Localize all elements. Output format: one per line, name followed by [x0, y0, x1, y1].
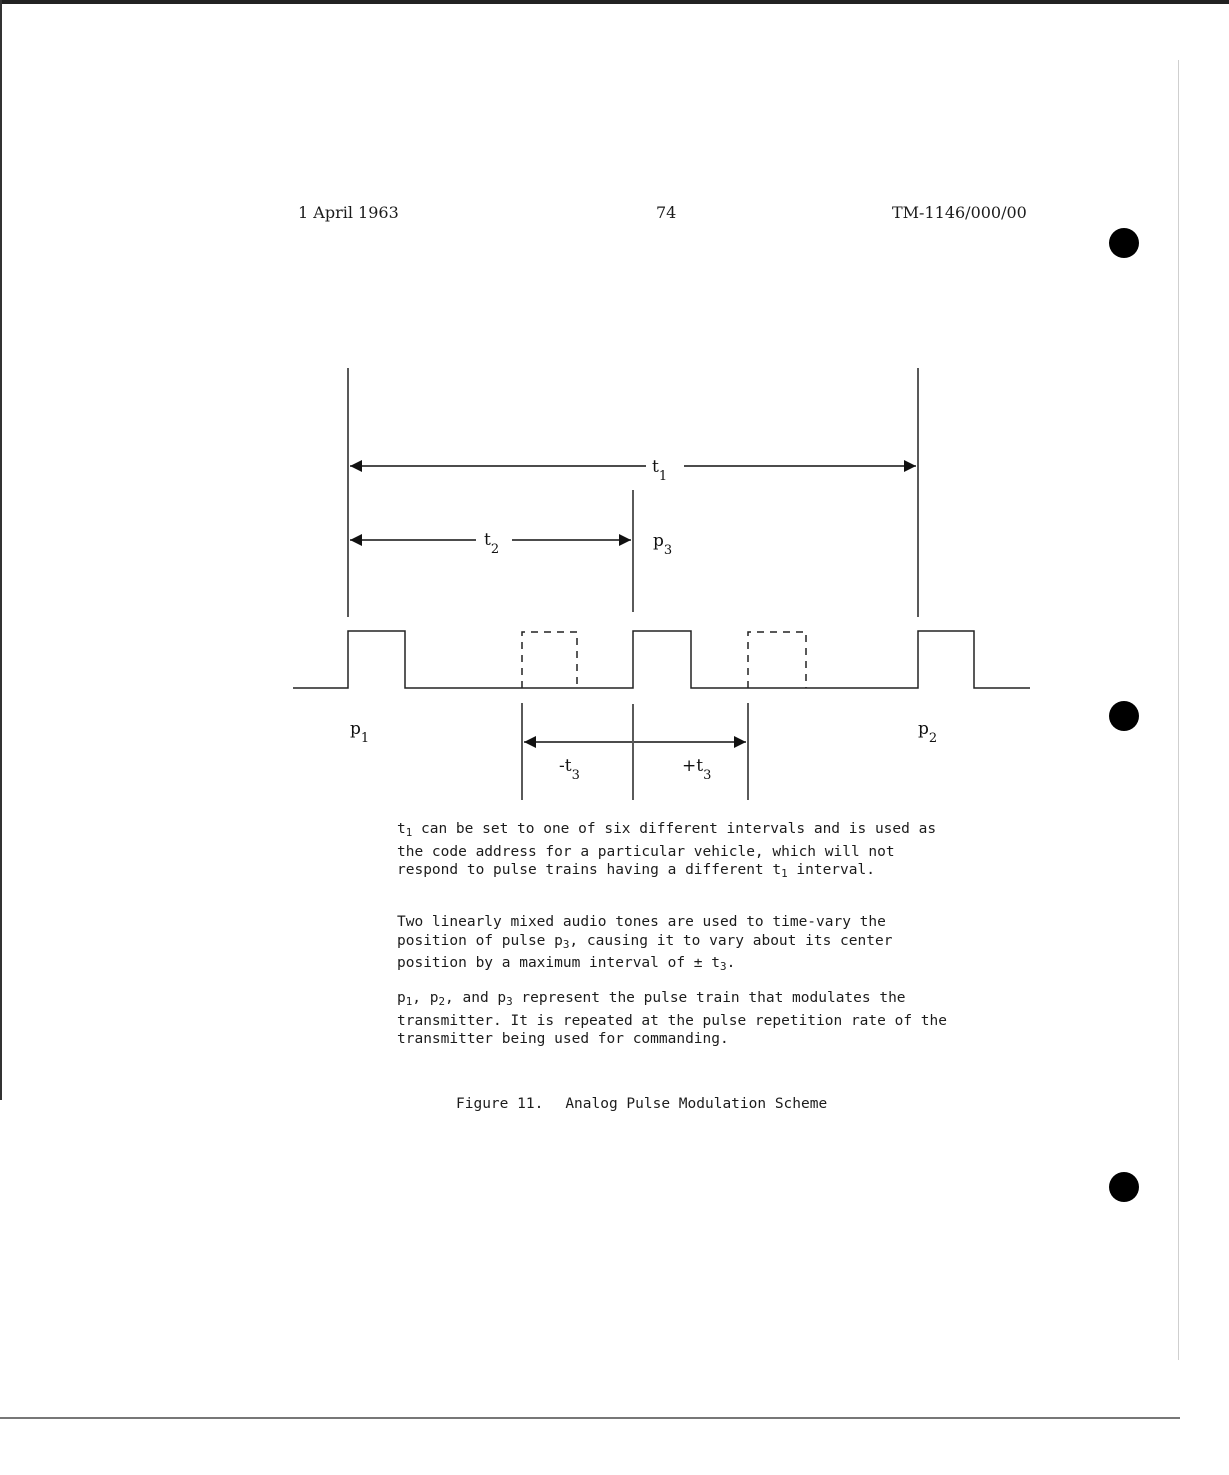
header-date: 1 April 1963: [298, 203, 399, 222]
paragraph-t1-description: $t_1$ can be set to one of six different intervals and is used as the code address for a particular vehicle, which will not respond to pulse trains having a different $t_1$ interval.: [397, 821, 937, 880]
header-page-number: 74: [656, 203, 677, 222]
pulse-train-waveform: [293, 631, 1030, 688]
plus-t3-label: $+t_3$: [682, 756, 712, 783]
pulse-position-minus-dashed: [522, 632, 577, 688]
figure-number: Figure 11.: [456, 1096, 544, 1112]
figure-title: Analog Pulse Modulation Scheme: [565, 1096, 828, 1112]
p2-label: $p_2$: [918, 719, 938, 746]
figure-caption: [456, 1096, 827, 1112]
p1-label: $p_1$: [350, 719, 370, 746]
p3-label: $p_3$: [653, 531, 673, 558]
t1-label: $t_1$: [652, 457, 668, 484]
header-doc-id: TM-1146/000/00: [892, 203, 1027, 222]
t2-label: $t_2$: [484, 530, 500, 557]
minus-t3-label: $-t_3$: [559, 756, 580, 783]
paragraph-pulse-train: $p_1$, $p_2$, and $p_3$ represent the pulse train that modulates the transmitter. It is repeated at the pulse repetition rate of the transmitter being used for commanding.: [397, 990, 947, 1047]
paragraph-audio-tones: Two linearly mixed audio tones are used to time-vary the position of pulse $p_3$, causing it to vary about its center position by a maximum interval of ± $t_3$.: [397, 914, 893, 973]
pulse-position-plus-dashed: [748, 632, 806, 688]
